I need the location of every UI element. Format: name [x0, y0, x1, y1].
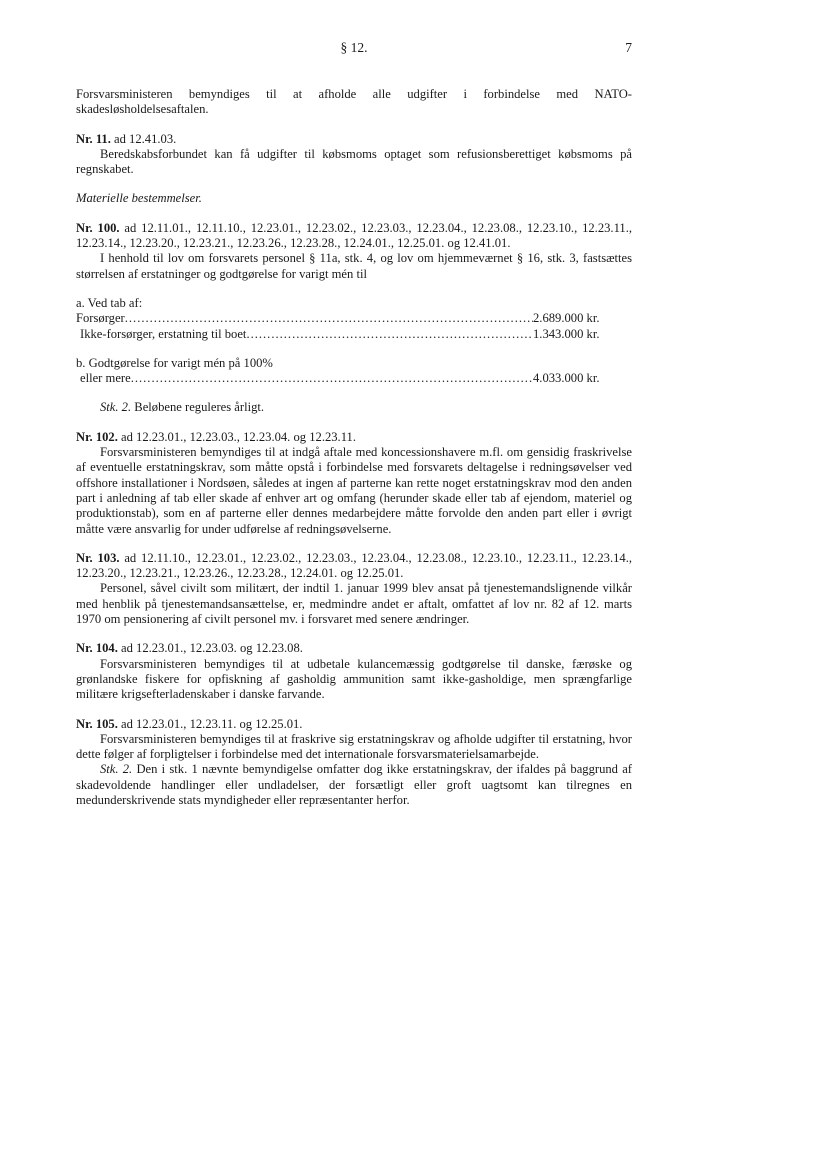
- page-number: 7: [625, 40, 632, 55]
- table-row: [76, 371, 613, 386]
- row-amount: 4.033.000 kr.: [533, 371, 600, 386]
- nr-100-block: [76, 221, 632, 416]
- nr-11-block: [76, 132, 632, 178]
- intro-paragraph: Forsvarsministeren bemyndiges til at afholde alle udgifter i forbindelse med NATO-skadesløsholdelsesaftalen.: [76, 87, 632, 117]
- row-label: Forsørger: [76, 311, 125, 326]
- row-label: Ikke-forsørger, erstatning til boet: [80, 326, 247, 341]
- nr-105-ref: ad 12.23.01., 12.23.11. og 12.25.01.: [117, 716, 303, 731]
- row-amount: 1.343.000 kr.: [533, 326, 600, 341]
- stk2-text: Den i stk. 1 nævnte bemyndigelse omfatter dog ikke erstatningskrav, der ifaldes på baggrund af skadevoldende handlinger eller undladelser, der forsætligt eller groft uagtsomt kan tilregnes en medunderskrivende stats myndigheder eller repræsentanter herfor.: [76, 762, 632, 807]
- nr-100-text: I henhold til lov om forsvarets personel § 11a, stk. 4, og lov om hjemmeværnet § 16, stk. 3, fastsættes størrelsen af erstatninger og godtgørelse for varigt mén til: [76, 251, 632, 281]
- nr-105-stk2: [76, 762, 632, 808]
- nr-105-text: Forsvarsministeren bemyndiges til at fraskrive sig erstatningskrav og afholde udgifter til erstatning, hvor dette følger af forpligtelser i forbindelse med det internationale forsvarsmaterielsamarbejde.: [76, 731, 632, 762]
- document-body: [76, 87, 632, 822]
- nr-100-b-table: [76, 371, 613, 386]
- nr-11-text: Beredskabsforbundet kan få udgifter til købsmoms optaget som refusionsberettiget købsmoms på regnskabet.: [76, 146, 632, 177]
- section-label: § 12.: [340, 40, 368, 55]
- nr-100-ref: ad 12.11.01., 12.11.10., 12.23.01., 12.23.02., 12.23.03., 12.23.04., 12.23.08., 12.23.10., 12.23.11., 12.23.14., 12.23.20., 12.23.21., 12.23.26., 12.23.28., 12.24.01., 12.25.01. og 12.41.01.: [76, 220, 632, 251]
- nr-103-text: Personel, såvel civilt som militært, der indtil 1. januar 1999 blev ansat på tjenestemandslignende vilkår med henblik på tjenestemandsansættelse, er, medmindre andet er aftalt, omfattet af lov nr. 82 af 12. marts 1970 om pensionering af civilt personel mv. i forsvaret med senere ændringer.: [76, 581, 632, 627]
- nr-102-block: [76, 430, 632, 537]
- nr-103-ref: ad 12.11.10., 12.23.01., 12.23.02., 12.23.03., 12.23.04., 12.23.08., 12.23.10., 12.23.11., 12.23.14., 12.23.20., 12.23.21., 12.23.26., 12.23.28., 12.24.01. og 12.25.01.: [76, 550, 632, 581]
- leader-dots: [125, 311, 533, 326]
- nr-11-label: Nr. 11.: [76, 131, 111, 146]
- page-header: [76, 40, 632, 56]
- stk2-label: Stk. 2.: [100, 762, 133, 777]
- nr-104-block: [76, 641, 632, 702]
- leader-dots: [246, 327, 533, 342]
- nr-104-ref: ad 12.23.01., 12.23.03. og 12.23.08.: [117, 641, 303, 656]
- nr-100-b-heading: b. Godtgørelse for varigt mén på 100%: [76, 355, 273, 370]
- nr-11-ref: ad 12.41.03.: [110, 131, 177, 146]
- table-row: [76, 311, 613, 326]
- table-row: [76, 327, 613, 342]
- row-label: eller mere: [80, 371, 131, 386]
- leader-dots: [131, 371, 533, 386]
- nr-104-text: Forsvarsministeren bemyndiges til at udbetale kulancemæssig godtgørelse til danske, færøske og grønlandske fiskere for opfiskning af gasholdig ammunition samt ikke-gasholdige, men sprængfarlige militære krigsefterladenskaber i danske farvande.: [76, 656, 632, 702]
- nr-100-a-table: [76, 311, 613, 342]
- nr-100-label: Nr. 100.: [76, 220, 120, 235]
- nr-102-label: Nr. 102.: [76, 429, 118, 444]
- stk2-label: Stk. 2.: [100, 400, 132, 415]
- nr-100-a-heading: a. Ved tab af:: [76, 295, 143, 310]
- nr-103-block: [76, 551, 632, 627]
- nr-104-label: Nr. 104.: [76, 641, 118, 656]
- materielle-heading: Materielle bestemmelser.: [76, 191, 202, 206]
- nr-100-stk2: [76, 400, 632, 415]
- nr-103-label: Nr. 103.: [76, 550, 120, 565]
- row-amount: 2.689.000 kr.: [533, 311, 600, 326]
- stk2-text: Beløbene reguleres årligt.: [131, 400, 265, 415]
- nr-102-ref: ad 12.23.01., 12.23.03., 12.23.04. og 12.23.11.: [117, 429, 356, 444]
- nr-105-block: [76, 717, 632, 809]
- nr-102-text: Forsvarsministeren bemyndiges til at indgå aftale med koncessionshavere m.fl. om gensidig fraskrivelse af eventuelle erstatningskrav, som måtte opstå i forbindelse med forsvarets deltagelse i redningsøvelser ved offshore installationer i Nordsøen, således at ingen af parterne kan rette noget erstatningskrav mod den anden part i anledning af tab eller skade af enhver art og omfang (herunder skade eller tab af ejendom, materiel og produktionstab), som en af parterne eller dennes medarbejdere måtte forvolde den anden part eller i øvrigt måtte være ansvarlig for under udførelse af redningsøvelserne.: [76, 445, 632, 536]
- nr-105-label: Nr. 105.: [76, 716, 118, 731]
